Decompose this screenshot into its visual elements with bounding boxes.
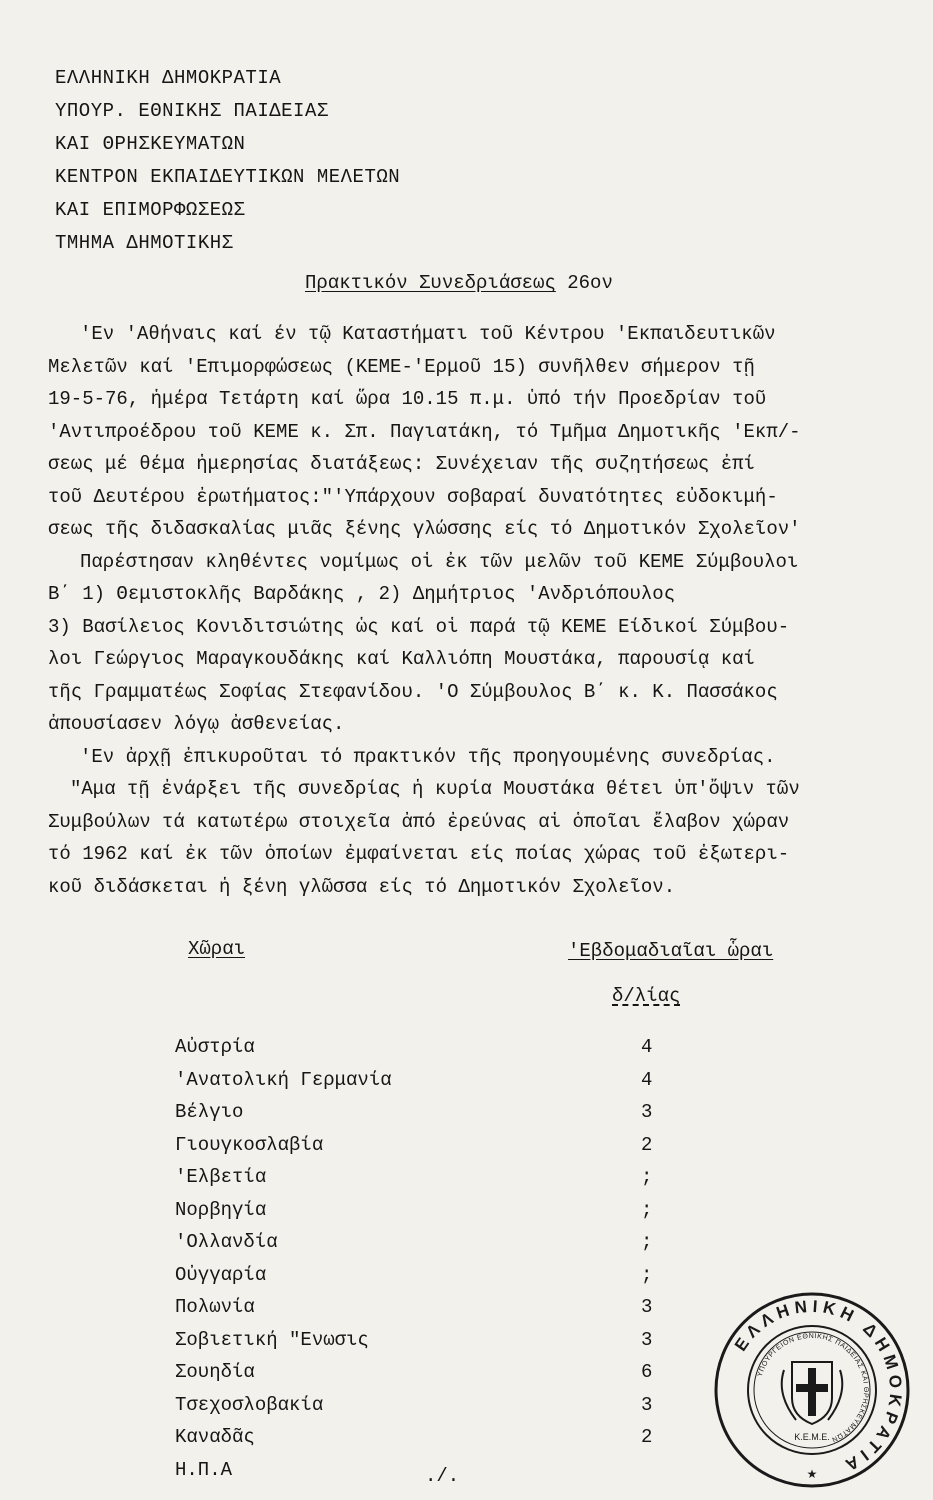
seal-star-icon: ★	[806, 1467, 818, 1481]
body-line: "Αμα τῇ ἐνάρξει τῆς συνεδρίας ἡ κυρία Μουστάκα θέτει ὑπ'ὄψιν τῶν	[70, 778, 800, 800]
country-name: Η.Π.Α	[175, 1458, 233, 1481]
country-hours: 2	[641, 1426, 653, 1448]
official-seal	[712, 1290, 912, 1490]
country-name: 'Ολλανδία	[175, 1231, 278, 1253]
body-line: λοι Γεώργιος Μαραγκουδάκης καί Καλλιόπη Μουστάκα, παρουσίᾳ καί	[48, 648, 755, 670]
country-name: Σοβιετική "Ενωσις	[175, 1328, 369, 1351]
body-line: Β΄ 1) Θεμιστοκλῆς Βαρδάκης , 2) Δημήτριος 'Ανδριόπουλος	[48, 583, 676, 605]
body-line: τοῦ Δευτέρου ἐρωτήματος:"'Υπάρχουν σοβαραί δυνατότητες εὐδοκιμή-	[48, 485, 778, 508]
country-hours: ;	[641, 1166, 653, 1188]
country-name: Οὐγγαρία	[175, 1263, 267, 1286]
table-row	[0, 1069, 933, 1102]
body-line: Μελετῶν καί 'Επιμορφώσεως (ΚΕΜΕ-'Ερμοῦ 15) συνῆλθεν σήμερον τῇ	[48, 355, 755, 378]
minutes-title	[305, 272, 613, 294]
seal-coat-of-arms	[782, 1362, 843, 1424]
header-line: ΕΛΛΗΝΙΚΗ ΔΗΜΟΚΡΑΤΙΑ	[55, 67, 282, 89]
weekly-hours-column-header: 'Εβδομαδιαῖαι ὧραι	[568, 940, 774, 962]
country-name: Τσεχοσλοβακία	[175, 1393, 324, 1416]
body-line: 3) Βασίλειος Κονιδιτσιώτης ὡς καί οἱ παρά τῷ ΚΕΜΕ Είδικοί Σύμβου-	[48, 615, 790, 638]
country-hours: 3	[641, 1328, 653, 1351]
country-name: Νορβηγία	[175, 1198, 267, 1221]
seal-inner-text: ΥΠΟΥΡΓΕΙΟΝ ΕΘΝΙΚΗΣ ΠΑΙΔΕΙΑΣ ΚΑΙ ΘΡΗΣΚΕΥΜΑΤΩΝ	[756, 1332, 870, 1443]
country-name: Γιουγκοσλαβία	[175, 1133, 324, 1156]
country-hours: 6	[641, 1361, 653, 1383]
body-line: 'Αντιπροέδρου τοῦ ΚΕΜΕ κ. Σπ. Παγιατάκη, τό Τμῆμα Δημοτικῆς 'Εκπ/-	[48, 420, 801, 443]
table-row	[0, 1036, 933, 1069]
body-line: ἀπουσίασεν λόγῳ ἀσθενείας.	[48, 713, 345, 735]
minutes-number: 26ον	[567, 272, 613, 294]
weekly-hours-subheader: δ/λίας	[612, 985, 681, 1007]
body-line: τό 1962 καί ἐκ τῶν ὁποίων ἐμφαίνεται είς ποίας χώρας τοῦ ἐξωτερι-	[48, 843, 790, 865]
header-line: ΤΜΗΜΑ ΔΗΜΟΤΙΚΗΣ	[55, 232, 234, 254]
country-hours: 4	[641, 1036, 653, 1058]
table-row	[0, 1199, 933, 1232]
country-name: Βέλγιο	[175, 1101, 244, 1123]
header-line: ΥΠΟΥΡ. ΕΘΝΙΚΗΣ ΠΑΙΔΕΙΑΣ	[55, 100, 329, 122]
country-name: Αὐστρία	[175, 1036, 255, 1058]
minutes-title-text: Πρακτικόν Συνεδριάσεως	[305, 272, 556, 294]
seal-graphic	[712, 1290, 912, 1490]
country-hours: ;	[641, 1263, 653, 1286]
seal-bottom-text: Κ.Ε.Μ.Ε.	[794, 1432, 830, 1442]
table-row	[0, 1134, 933, 1167]
table-row	[0, 1231, 933, 1264]
letterhead	[55, 62, 400, 260]
country-hours: 2	[641, 1133, 653, 1156]
header-line: ΚΕΝΤΡΟΝ ΕΚΠΑΙΔΕΥΤΙΚΩΝ ΜΕΛΕΤΩΝ	[55, 166, 401, 188]
country-name: Καναδᾶς	[175, 1426, 255, 1448]
header-line: ΚΑΙ ΘΡΗΣΚΕΥΜΑΤΩΝ	[55, 133, 246, 155]
body-line: Συμβούλων τά κατωτέρω στοιχεῖα ἀπό ἐρεύνας αἱ ὁποῖαι ἔλαβον χώραν	[48, 810, 790, 833]
minutes-body	[48, 318, 933, 903]
country-hours: 4	[641, 1068, 653, 1091]
body-line: 'Εν ἀρχῇ ἐπικυροῦται τό πρακτικόν τῆς προηγουμένης συνεδρίας.	[80, 745, 776, 768]
body-line: 'Εν 'Αθήναις καί έν τῷ Καταστήματι τοῦ Κέντρου 'Εκπαιδευτικῶν	[80, 323, 776, 345]
header-line: ΚΑΙ ΕΠΙΜΟΡΦΩΣΕΩΣ	[55, 199, 246, 221]
country-hours: 3	[641, 1296, 653, 1318]
body-line: κοῦ διδάσκεται ἡ ξένη γλῶσσα είς τό Δημοτικόν Σχολεῖον.	[48, 875, 676, 898]
country-name: 'Ελβετία	[175, 1166, 267, 1188]
continued-mark: ./.	[425, 1465, 460, 1487]
country-hours: ;	[641, 1198, 653, 1221]
table-row	[0, 1166, 933, 1199]
country-name: Σουηδία	[175, 1361, 255, 1383]
body-line: Παρέστησαν κληθέντες νομίμως οἱ ἐκ τῶν μελῶν τοῦ ΚΕΜΕ Σύμβουλοι	[80, 550, 799, 573]
country-name: Πολωνία	[175, 1296, 255, 1318]
body-line: τῆς Γραμματέως Σοφίας Στεφανίδου. 'Ο Σύμβουλος Β΄ κ. Κ. Πασσάκος	[48, 680, 778, 703]
country-hours: ;	[641, 1231, 653, 1253]
body-line: σεως τῆς διδασκαλίας μιᾶς ξένης γλώσσης είς τό Δημοτικόν Σχολεῖον'	[48, 518, 801, 540]
body-line: σεως μέ θέμα ἡμερησίας διατάξεως: Συνέχειαν τῆς συζητήσεως ἐπί	[48, 453, 755, 475]
countries-column-header: Χῶραι	[188, 938, 246, 960]
country-name: 'Ανατολική Γερμανία	[175, 1068, 392, 1091]
seal-ring-text: ΕΛΛΗΝΙΚΗ ΔΗΜΟΚΡΑΤΙΑ	[730, 1296, 906, 1477]
body-line: 19-5-76, ἡμέρα Τετάρτη καί ὥρα 10.15 π.μ. ὑπό τήν Προεδρίαν τοῦ	[48, 388, 767, 410]
country-hours: 3	[641, 1101, 653, 1123]
country-hours: 3	[641, 1393, 653, 1416]
table-row	[0, 1101, 933, 1134]
